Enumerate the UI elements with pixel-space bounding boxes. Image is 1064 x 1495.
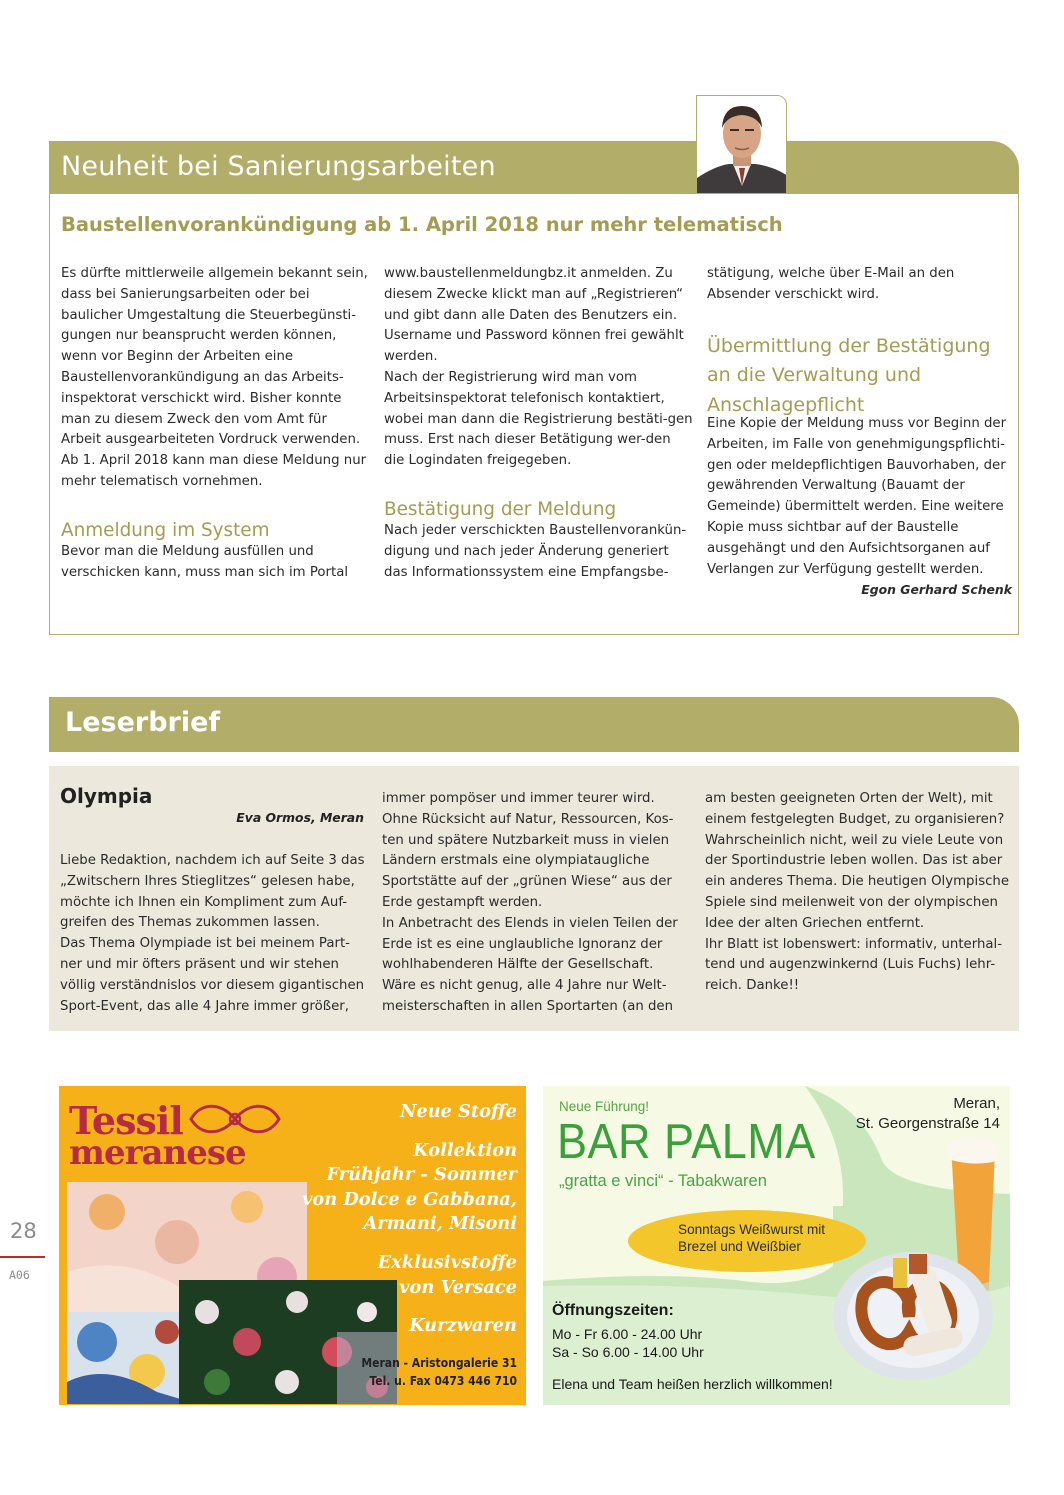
letter-paragraph: Das Thema Olympiade ist bei meinem Part-ner und mir öfters präsent und wir stehen völlig verständnislos vor diesem gigantischen Sport-Event, das alle 4 Jahre immer größer, <box>60 936 365 1014</box>
tessil-address: Meran - Aristongalerie 31 <box>361 1356 517 1370</box>
opening-hours-title: Öffnungszeiten: <box>552 1302 674 1319</box>
offer-line: von Dolce e Gabbana, <box>302 1188 517 1210</box>
letter-paragraph: Ihr Blatt ist lobenswert: informativ, unterhal-tend und augenzwinkernd (Luis Fuchs) lehr-reich. Danke!! <box>705 936 1003 994</box>
article-paragraph: Eine Kopie der Meldung muss vor Beginn der Arbeiten, im Falle von genehmigungspflichti-gen oder meldepflichtigen Bauvorhaben, der gewährenden Verwaltung (Bauamt der Gemeinde) übermittelt werden. Eine weitere Kopie muss sichtbar auf der Baustelle ausgehängt und den Aufsichtsorganen auf Verlangen zur Verfügung gestellt werden. <box>707 416 1007 577</box>
letter-paragraph: Liebe Redaktion, nachdem ich auf Seite 3 das „Zwitschern Ihres Stieglitzes“ gelesen habe, möchte ich Ihnen ein Kompliment zum Auf-greifen des Themas zukommen lassen. <box>60 853 365 931</box>
opening-hours-weekend: Sa - So 6.00 - 14.00 Uhr <box>552 1343 704 1360</box>
offer-line: von Versace <box>399 1276 517 1298</box>
section-heading-confirmation: Bestätigung der Meldung <box>384 498 617 520</box>
letter-header <box>49 697 1019 752</box>
article-paragraph: Bevor man die Meldung ausfüllen und verschicken kann, muss man sich im Portal <box>61 543 349 580</box>
logo-line-2: meranese <box>69 1133 246 1173</box>
address-street: St. Georgenstraße 14 <box>855 1115 1000 1132</box>
portrait-image <box>697 96 787 194</box>
ad-tessil-meranese <box>59 1086 526 1405</box>
offer-line: Kollektion <box>413 1139 517 1161</box>
promo-line-2: Brezel und Weißbier <box>678 1239 801 1254</box>
new-management-label: Neue Führung! <box>559 1099 650 1114</box>
offer-line: Kurzwaren <box>409 1315 517 1337</box>
offer-line: Armani, Misoni <box>363 1213 517 1235</box>
tessil-phone: Tel. u. Fax 0473 446 710 <box>369 1373 517 1388</box>
letter-paragraph: am besten geeigneten Orten der Welt), mit einem festgelegten Budget, zu organisieren? Wahrscheinlich nicht, weil zu viele Leute von der Sportindustrie leben wollen. Das ist aber ein anderes Thema. Die heutigen Olympische Spiele sind meilenweit von der olympischen Idee der alten Griechen entfernt. <box>705 791 1010 931</box>
page-code: A06 <box>9 1268 30 1282</box>
tessil-contact <box>361 1355 517 1390</box>
article-subtitle: Baustellenvorankündigung ab 1. April 2018 nur mehr telematisch <box>61 213 783 236</box>
article-paragraph: www.baustellenmeldungbz.it anmelden. Zu diesem Zwecke klickt man auf „Registrieren“ und gibt dann alle Daten des Benutzers ein. Username und Password können frei gewählt werden. <box>384 266 684 365</box>
promo-text <box>678 1221 858 1255</box>
tessil-offer-list <box>257 1100 517 1339</box>
bar-palma-logo: BAR PALMA <box>557 1115 816 1169</box>
article-paragraph: Es dürfte mittlerweile allgemein bekannt sein, dass bei Sanierungsarbeiten oder bei baulicher Umgestaltung die Steuerbegünsti-gungen nur beansprucht werden können, wenn vor Beginn der Arbeiten eine Baustellenvorankündigung an das Arbeits-inspektorat verschickt wird. Bisher konnte man zu diesem Zweck den vom Amt für Arbeit ausgearbeiteten Vordruck verwenden. <box>61 266 368 448</box>
section-heading-transmission: Übermittlung der Bestätigung an die Verwaltung und Anschlagepflicht <box>707 334 991 416</box>
page-number-divider <box>0 1256 45 1258</box>
article-paragraph: Nach der Registrierung wird man vom Arbeitsinspektorat telefonisch kontaktiert, wobei man dann die Registrierung bestäti-gen muss. Erst nach dieser Betätigung wer-den die Logindaten freigegeben. <box>384 369 693 469</box>
letter-column-2 <box>382 789 682 1018</box>
letter-paragraph: immer pompöser und immer teurer wird. Ohne Rücksicht auf Natur, Ressourcen, Kos-ten und spätere Nutzbarkeit muss in vielen Ländern erstmals eine olympiataugliche Sportstätte auf der „grünen Wiese“ aus der Erde gestampft werden. <box>382 791 674 910</box>
offer-line: Frühjahr - Sommer <box>326 1164 517 1186</box>
offer-line: Exklusivstoffe <box>377 1251 517 1273</box>
article-column-3 <box>707 264 1012 601</box>
article-header <box>49 141 1019 194</box>
article-author: Egon Gerhard Schenk <box>861 582 1012 598</box>
letter-section-title: Leserbrief <box>65 707 221 738</box>
letter-column-1 <box>60 851 366 1017</box>
letter-author: Eva Ormos, Meran <box>236 810 364 825</box>
address-city: Meran, <box>953 1095 1000 1112</box>
bar-palma-address <box>856 1094 1000 1134</box>
bar-palma-tagline: „gratta e vinci“ - Tabakwaren <box>559 1172 767 1190</box>
author-portrait <box>696 95 787 194</box>
opening-hours <box>552 1326 704 1361</box>
beer-and-pretzel-icon <box>833 1136 1008 1396</box>
letter-paragraph: In Anbetracht des Elends in vielen Teilen der Erde ist es eine unglaubliche Ignoranz der wohlhabenderen Hälfte der Gesellschaft. Wäre es nicht genug, alle 4 Jahre nur Welt-meisterschaften in allen Sportarten (an den <box>382 915 678 1014</box>
letter-column-3 <box>705 789 1011 997</box>
page-number: 28 <box>10 1219 37 1243</box>
article-column-1 <box>61 264 371 583</box>
opening-hours-weekdays: Mo - Fr 6.00 - 24.00 Uhr <box>552 1326 703 1342</box>
logo-line-1: Tessil <box>69 1098 183 1143</box>
section-heading-registration: Anmeldung im System <box>61 519 270 541</box>
article-column-2 <box>384 264 694 583</box>
article-paragraph: stätigung, welche über E-Mail an den Absender verschickt wird. <box>707 266 955 302</box>
offer-line: Neue Stoffe <box>400 1101 517 1122</box>
ad-bar-palma <box>543 1086 1010 1405</box>
article-paragraph: Nach jeder verschickten Baustellenvorankün-digung und nach jeder Änderung generiert das Informationssystem eine Empfangsbe- <box>384 522 687 580</box>
letter-title: Olympia <box>60 784 153 808</box>
article-title: Neuheit bei Sanierungsarbeiten <box>61 151 496 182</box>
promo-line-1: Sonntags Weißwurst mit <box>678 1222 826 1237</box>
welcome-message: Elena und Team heißen herzlich willkommen! <box>552 1376 833 1392</box>
article-paragraph: Ab 1. April 2018 kann man diese Meldung nur mehr telematisch vornehmen. <box>61 453 367 489</box>
